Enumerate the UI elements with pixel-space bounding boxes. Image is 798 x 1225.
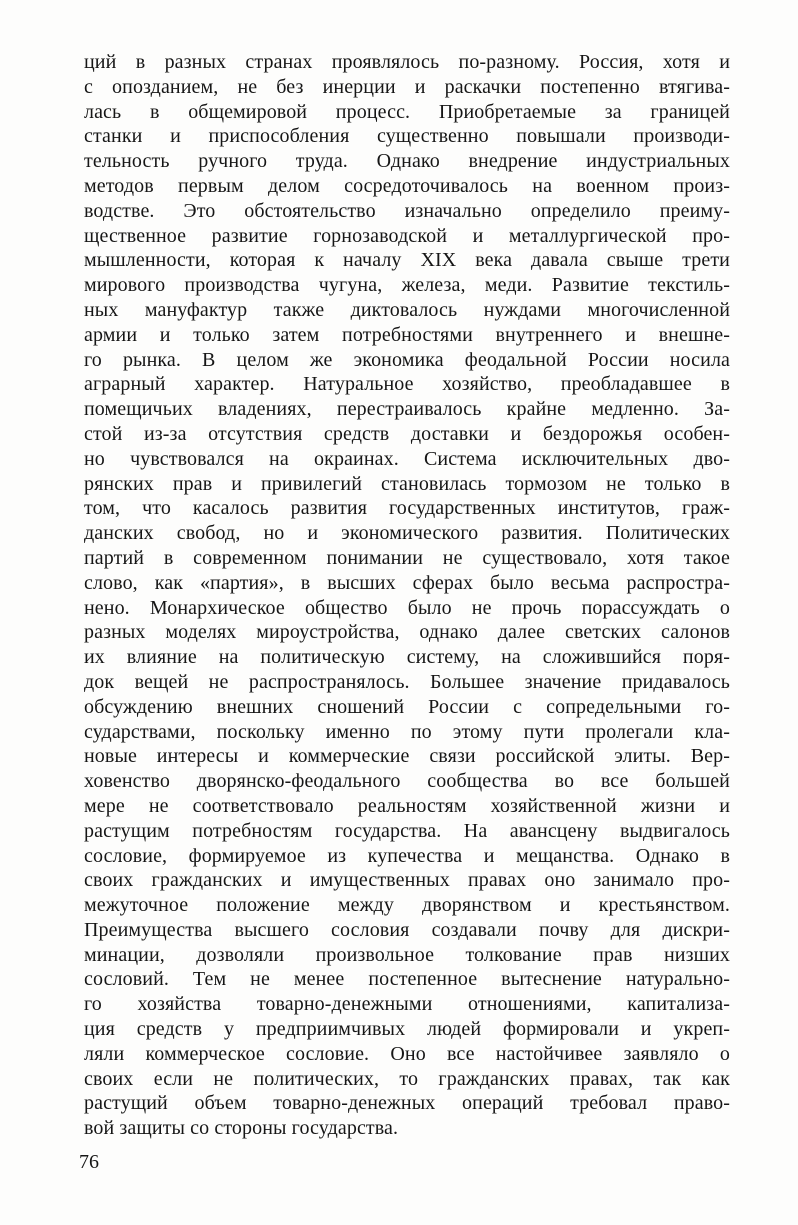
text-line: аграрный характер. Натуральное хозяйство, преобладавшее в bbox=[84, 373, 730, 396]
text-line: ховенство дворянско-феодального сообщества во все большей bbox=[84, 770, 730, 793]
text-line: своих если не политических, то гражданских правах, так как bbox=[84, 1067, 730, 1090]
text-line: щественное развитие горнозаводской и металлургической про- bbox=[84, 224, 730, 247]
text-line: методов первым делом сосредоточивалось на военном произ- bbox=[84, 174, 730, 197]
text-line: мирового производства чугуна, железа, меди. Развитие текстиль- bbox=[84, 274, 730, 297]
text-line: сословие, формируемое из купечества и мещанства. Однако в bbox=[84, 844, 730, 867]
text-line: лась в общемировой процесс. Приобретаемые за границей bbox=[84, 100, 730, 123]
text-line: растущим потребностям государства. На авансцену выдвигалось bbox=[84, 819, 730, 842]
text-line: го хозяйства товарно-денежными отношениями, капитализа- bbox=[84, 993, 730, 1016]
text-line: го рынка. В целом же экономика феодальной России носила bbox=[84, 348, 730, 371]
text-line: водстве. Это обстоятельство изначально определило преиму- bbox=[84, 199, 730, 222]
text-line: сословий. Тем не менее постепенное вытеснение натурально- bbox=[84, 968, 730, 991]
text-line: новые интересы и коммерческие связи российской элиты. Вер- bbox=[84, 745, 730, 768]
text-line: вой защиты со стороны государства. bbox=[84, 1117, 399, 1140]
text-line: помещичьих владениях, перестраивалось крайне медленно. За- bbox=[84, 398, 730, 421]
text-line: обсуждению внешних сношений России с сопредельными го- bbox=[84, 695, 730, 718]
text-line: минации, дозволяли произвольное толкование прав низших bbox=[84, 943, 730, 966]
text-line: ляли коммерческое сословие. Оно все настойчивее заявляло о bbox=[84, 1042, 730, 1065]
text-line: растущий объем товарно-денежных операций требовал право- bbox=[84, 1092, 730, 1115]
text-line: Преимущества высшего сословия создавали почву для дискри- bbox=[84, 918, 730, 941]
text-line: данских свобод, но и экономического развития. Политических bbox=[84, 522, 730, 545]
text-line: сударствами, поскольку именно по этому пути пролегали кла- bbox=[84, 720, 730, 743]
page-number: 76 bbox=[79, 1151, 99, 1173]
text-line: партий в современном понимании не существовало, хотя такое bbox=[84, 546, 730, 569]
text-line: мере не соответствовало реальностям хозяйственной жизни и bbox=[84, 794, 730, 817]
text-line: том, что касалось развития государственных институтов, граж- bbox=[84, 497, 730, 520]
text-line: разных моделях мироустройства, однако далее светских салонов bbox=[84, 621, 730, 644]
text-line: рянских прав и привилегий становилась тормозом не только в bbox=[84, 472, 730, 495]
text-line: их влияние на политическую систему, на сложившийся поря- bbox=[84, 646, 730, 669]
text-line: ций в разных странах проявлялось по-разному. Россия, хотя и bbox=[84, 51, 730, 73]
text-line: с опозданием, не без инерции и раскачки постепенно втягива- bbox=[84, 75, 730, 98]
text-line: армии и только затем потребностями внутреннего и внешне- bbox=[84, 323, 730, 346]
text-line: слово, как «партия», в высших сферах было весьма распростра- bbox=[84, 571, 730, 594]
text-line: своих гражданских и имущественных правах оно занимало про- bbox=[84, 869, 730, 892]
text-line: тельность ручного труда. Однако внедрение индустриальных bbox=[84, 150, 730, 173]
text-line: но чувствовался на окраинах. Система исключительных дво- bbox=[84, 447, 730, 470]
body-text bbox=[84, 50, 730, 1141]
text-line: межуточное положение между дворянством и крестьянством. bbox=[84, 894, 730, 917]
text-line: мышленности, которая к началу XIX века давала свыше трети bbox=[84, 249, 730, 272]
text-line: ных мануфактур также диктовалось нуждами многочисленной bbox=[84, 298, 730, 321]
text-line: стой из-за отсутствия средств доставки и бездорожья особен- bbox=[84, 422, 730, 445]
text-line: док вещей не распространялось. Большее значение придавалось bbox=[84, 670, 730, 693]
text-line: ция средств у предприимчивых людей формировали и укреп- bbox=[84, 1018, 730, 1041]
text-line: нено. Монархическое общество было не прочь порассуждать о bbox=[84, 596, 730, 619]
text-line: станки и приспособления существенно повышали производи- bbox=[84, 125, 730, 148]
